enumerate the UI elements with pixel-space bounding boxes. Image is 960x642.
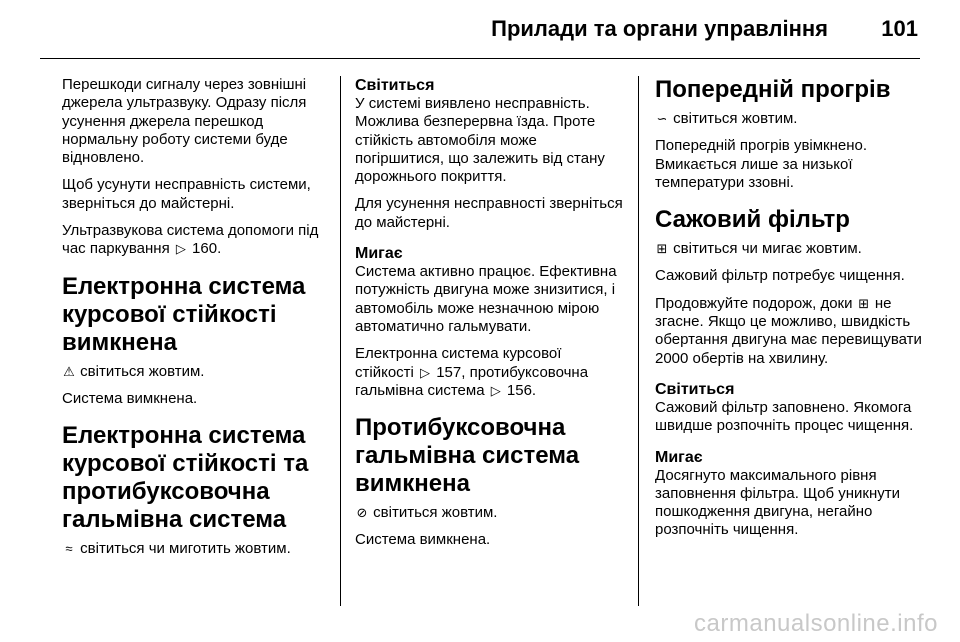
page-reference-icon: ▷ [420, 364, 431, 380]
subheading: Світиться [655, 380, 735, 398]
paragraph: Система активно працює. Ефективна потужність двигуна може знизитися, і автомобіль може незначною мірою автоматично гальмувати. [355, 263, 617, 335]
paragraph: Система вимкнена. [355, 531, 491, 549]
page-header [40, 0, 920, 59]
page-title: Прилади та органи управління [491, 16, 828, 41]
paragraph: Щоб усунути несправність системи, зверніться до майстерні. [62, 176, 311, 212]
page-reference[interactable]: 160. [192, 240, 222, 258]
paragraph [62, 222, 324, 259]
indicator-line: ⚠ світиться жовтим. [63, 362, 205, 380]
subheading: Світиться [355, 77, 435, 94]
watermark: carmanualsonline.info [694, 610, 938, 637]
glow-plug-icon: ∽ [656, 111, 668, 126]
paragraph: Попередній прогрів увімкнено. Вмикається лише за низької температури ззовні. [655, 137, 868, 191]
column-right [655, 76, 923, 549]
indicator-line: ⊘ світиться жовтим. [356, 504, 498, 522]
paragraph: Сажовий фільтр потребує чищення. [655, 267, 905, 285]
indicator-line: ∽ світиться жовтим. [656, 110, 798, 127]
paragraph: Електронна система курсової стійкості ▷ 157, протибуксовочна гальмівна система ▷ 156. [355, 345, 589, 399]
subheading: Мигає [355, 245, 403, 263]
traction-off-icon: ⊘ [356, 505, 368, 521]
subheading: Мигає [655, 448, 703, 466]
column-left [62, 76, 324, 568]
page-reference[interactable]: 157, протибуксовочна гальмівна система [355, 363, 589, 399]
paragraph-text: Ультразвукова система допомоги під час паркування [62, 222, 319, 258]
page-reference[interactable]: 156. [506, 381, 537, 399]
section-heading: Електронна система курсової стійкості вимкнена [62, 272, 306, 356]
column-divider [340, 76, 341, 606]
indicator-line: ≈ світиться чи миготить жовтим. [62, 540, 324, 558]
paragraph: Продовжуйте подорож, доки ⊞ не згасне. Якщо це можливо, швидкість обертання двигуна має перевищувати 2000 обертів на хвилину. [655, 294, 922, 367]
section-heading: Попередній прогрів [655, 76, 891, 103]
page-reference-icon: ▷ [175, 241, 186, 257]
section-heading: Сажовий фільтр [655, 206, 850, 234]
paragraph: Система вимкнена. [62, 389, 198, 407]
paragraph: Досягнуто максимального рівня заповнення фільтра. Щоб уникнути пошкодження двигуна, негайно розпочніть чищення. [655, 466, 901, 539]
paragraph: Сажовий фільтр заповнено. Якомога швидше розпочніть процес чищення. [655, 398, 914, 435]
paragraph: Перешкоди сигналу через зовнішні джерела ультразвуку. Одразу після усунення джерела перешкод нормальну роботу системи буде відновлено. [62, 76, 307, 167]
diesel-filter-icon: ⊞ [858, 295, 870, 311]
page-reference-icon: ▷ [490, 382, 501, 398]
section-heading: Протибуксовочна гальмівна система вимкнена [355, 414, 580, 498]
paragraph: У системі виявлено несправність. Можлива безперервна їзда. Проте стійкість автомобіля може погіршитися, що залежить від стану дорожнього покриття. [355, 95, 605, 186]
indicator-line: ⊞ світиться чи мигає жовтим. [656, 240, 862, 258]
column-middle [355, 76, 623, 559]
esc-traction-icon: ≈ [65, 541, 73, 557]
page-number: 101 [881, 16, 918, 41]
diesel-filter-icon: ⊞ [656, 241, 668, 257]
section-heading: Електронна система курсової стійкості та протибуксовочна гальмівна система [62, 422, 309, 534]
paragraph: Для усунення несправності зверніться до майстерні. [355, 195, 623, 231]
column-divider [638, 76, 639, 606]
esc-off-icon: ⚠ [63, 363, 75, 379]
